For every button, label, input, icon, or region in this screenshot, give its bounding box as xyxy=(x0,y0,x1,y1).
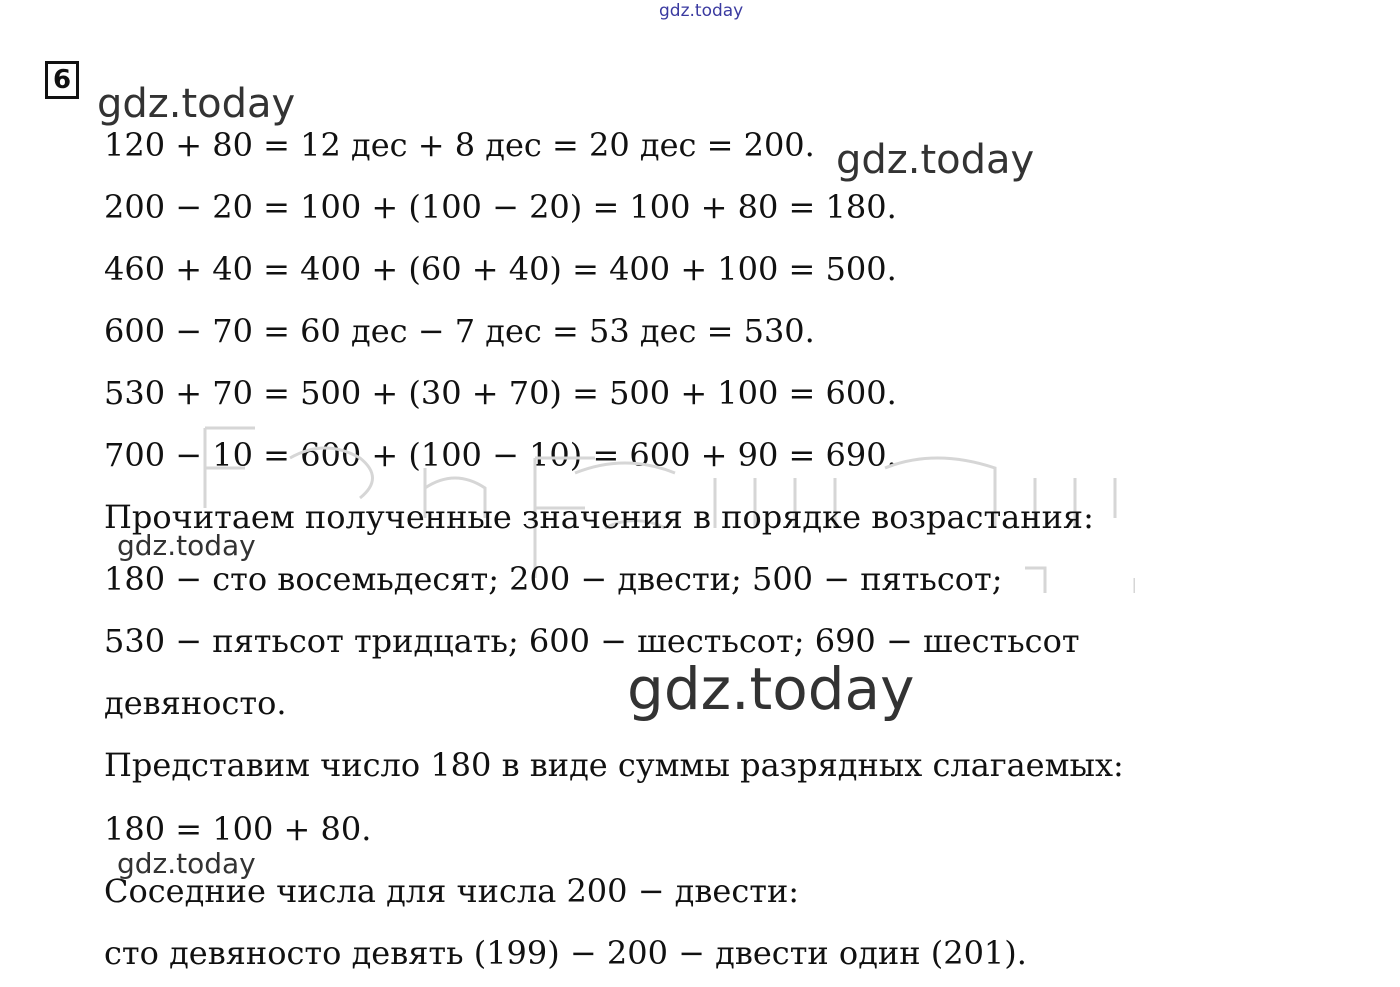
watermark: gdz.today xyxy=(117,529,256,562)
solution-line-3: 460 + 40 = 400 + (60 + 40) = 400 + 100 = 500. xyxy=(104,250,897,288)
solution-line-1: 120 + 80 = 12 дес + 8 дес = 20 дес = 200. xyxy=(104,126,815,164)
solution-line-11: Представим число 180 в виде суммы разрядных слагаемых: xyxy=(104,746,1124,784)
watermark: gdz.today xyxy=(836,137,1035,183)
solution-line-9: 530 − пятьсот тридцать; 600 − шестьсот; 690 − шестьсот xyxy=(104,622,1080,660)
solution-line-10: девяносто. xyxy=(104,684,287,722)
solution-line-14: сто девяносто девять (199) − 200 − двести один (201). xyxy=(104,934,1027,972)
watermark-large: gdz.today xyxy=(627,655,915,723)
solution-line-4: 600 − 70 = 60 дес − 7 дес = 53 дес = 530. xyxy=(104,312,815,350)
task-number-badge: 6 xyxy=(45,61,79,99)
solution-line-6: 700 − 10 = 600 + (100 − 10) = 600 + 90 = 690. xyxy=(104,436,897,474)
watermark-top: gdz.today xyxy=(659,1,744,21)
solution-line-8: 180 − сто восемьдесят; 200 − двести; 500 − пятьсот; xyxy=(104,560,1003,598)
solution-line-7: Прочитаем полученные значения в порядке возрастания: xyxy=(104,498,1094,536)
watermark: gdz.today xyxy=(117,847,256,880)
watermark: gdz.today xyxy=(97,81,296,127)
solution-line-13: Соседние числа для числа 200 − двести: xyxy=(104,872,800,910)
solution-line-5: 530 + 70 = 500 + (30 + 70) = 500 + 100 = 600. xyxy=(104,374,897,412)
solution-line-2: 200 − 20 = 100 + (100 − 20) = 100 + 80 = 180. xyxy=(104,188,897,226)
solution-line-12: 180 = 100 + 80. xyxy=(104,810,372,848)
